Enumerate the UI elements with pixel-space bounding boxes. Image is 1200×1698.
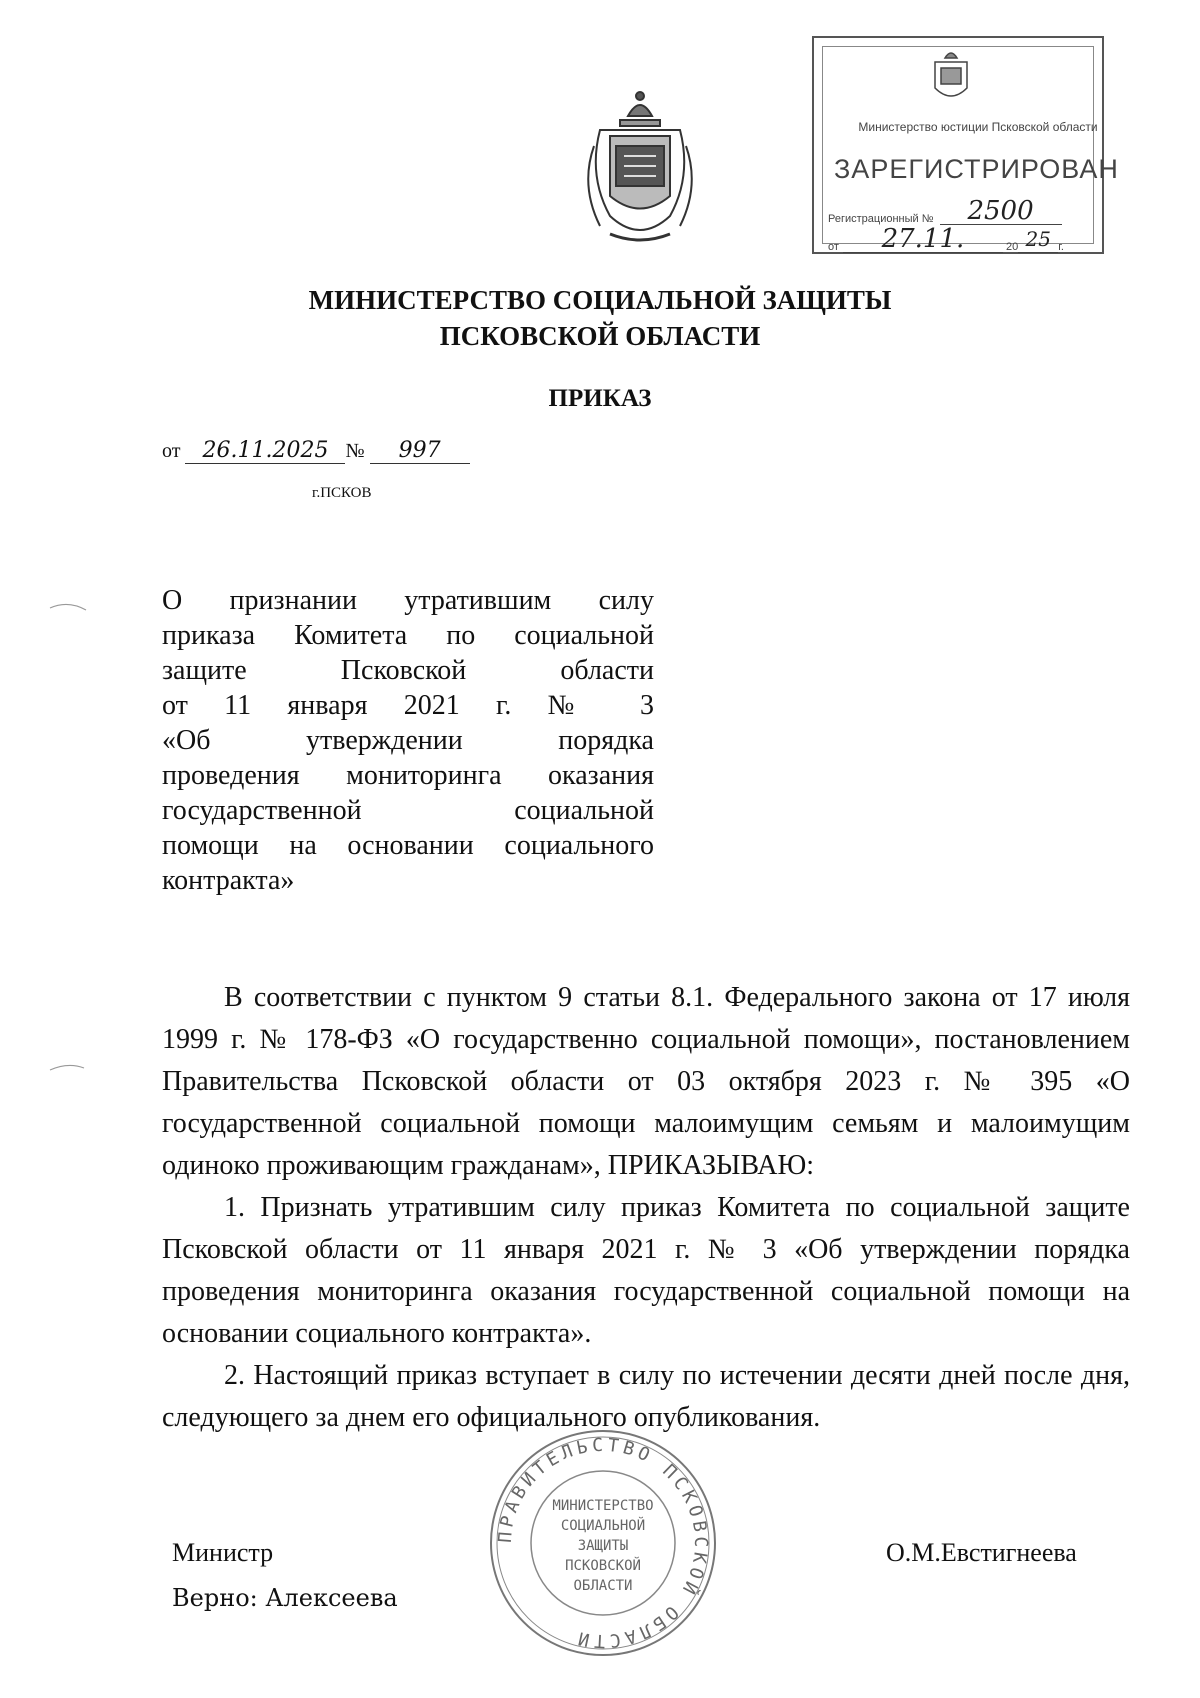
seal-center-line: ОБЛАСТИ [573,1578,633,1594]
registration-date-row [828,226,1096,253]
registration-emblem-icon [929,48,973,106]
seal-ring-text: ПРАВИТЕЛЬСТВО ПСКОВСКОЙ ОБЛАСТИ [494,1434,712,1652]
subject-line: приказа Комитета по социальной [162,620,654,651]
registration-number: 2500 [940,198,1062,225]
subject-line: помощи на основании социального [162,830,654,861]
order-number-label: № [345,440,365,462]
registration-number-label: Регистрационный № [828,213,934,225]
registration-year-prefix: 20 [1005,241,1019,253]
subject-line: «Об утверждении порядка [162,725,654,756]
registration-ministry: Министерство юстиции Псковской области [858,120,1098,134]
subject-line: О признании утратившим силу [162,585,654,616]
ministry-heading-line1: МИНИСТЕРСТВО СОЦИАЛЬНОЙ ЗАЩИТЫ [308,285,892,315]
subject-line: государственной социальной [162,795,654,826]
seal-center-line: МИНИСТЕРСТВО [552,1498,654,1514]
registration-number-row [828,198,1096,225]
body-item-1: 1. Признать утратившим силу приказ Комитета по социальной защите Псковской области от 11 января 2021 г. № 3 «Об утверждении порядка проведения мониторинга оказания государственной социальной помощи на основании социального контракта». [162,1192,1130,1349]
subject-line: проведения мониторинга оказания [162,760,654,791]
seal-center-line: СОЦИАЛЬНОЙ [560,1518,646,1534]
body-preamble: В соответствии с пунктом 9 статьи 8.1. Федерального закона от 17 июля 1999 г. № 178-ФЗ «О государственно социальной помощи», постановлением Правительства Псковской области от 03 октября 2023 г. № 395 «О государственной социальной помощи малоимущим семьям и малоимущим одиноко проживающим гражданам», ПРИКАЗЫВАЮ: [162,982,1130,1181]
registration-year: 25 [1018,226,1058,253]
order-title: ПРИКАЗ [548,385,652,412]
certified-copy-note: Верно: Алексеева [172,1584,398,1612]
order-subject [162,583,654,898]
order-date: 26.11.2025 [185,438,345,464]
subject-line: защите Псковской области [162,655,654,686]
registration-stamp [812,36,1119,254]
ministry-heading-line2: ПСКОВСКОЙ ОБЛАСТИ [439,321,761,351]
order-number: 997 [370,438,470,464]
scan-margin-mark [48,600,98,640]
seal-center-line: ЗАЩИТЫ [577,1538,629,1554]
round-seal-stamp [488,1428,718,1658]
ministry-heading [0,282,1200,354]
order-body [162,977,1130,1439]
registration-date: 27.11. [843,226,1003,253]
signatory-name: О.М.Евстигнеева [886,1538,1077,1567]
seal-center-line: ПСКОВСКОЙ [565,1558,641,1574]
registration-date-prefix: от [828,241,839,253]
coat-of-arms-emblem [580,86,700,246]
registration-status: ЗАРЕГИСТРИРОВАН [834,154,1119,184]
order-date-row [162,438,470,464]
scan-margin-mark [48,1060,98,1090]
order-city: г.ПСКОВ [312,485,372,501]
body-item-2: 2. Настоящий приказ вступает в силу по истечении десяти дней после дня, следующего за днем его официального опубликования. [162,1360,1130,1433]
registration-year-end: г. [1058,241,1064,253]
subject-line: контракта» [162,865,295,896]
signatory-position: Министр [172,1538,274,1567]
subject-line: от 11 января 2021 г. № 3 [162,690,654,721]
order-date-prefix: от [162,440,181,462]
